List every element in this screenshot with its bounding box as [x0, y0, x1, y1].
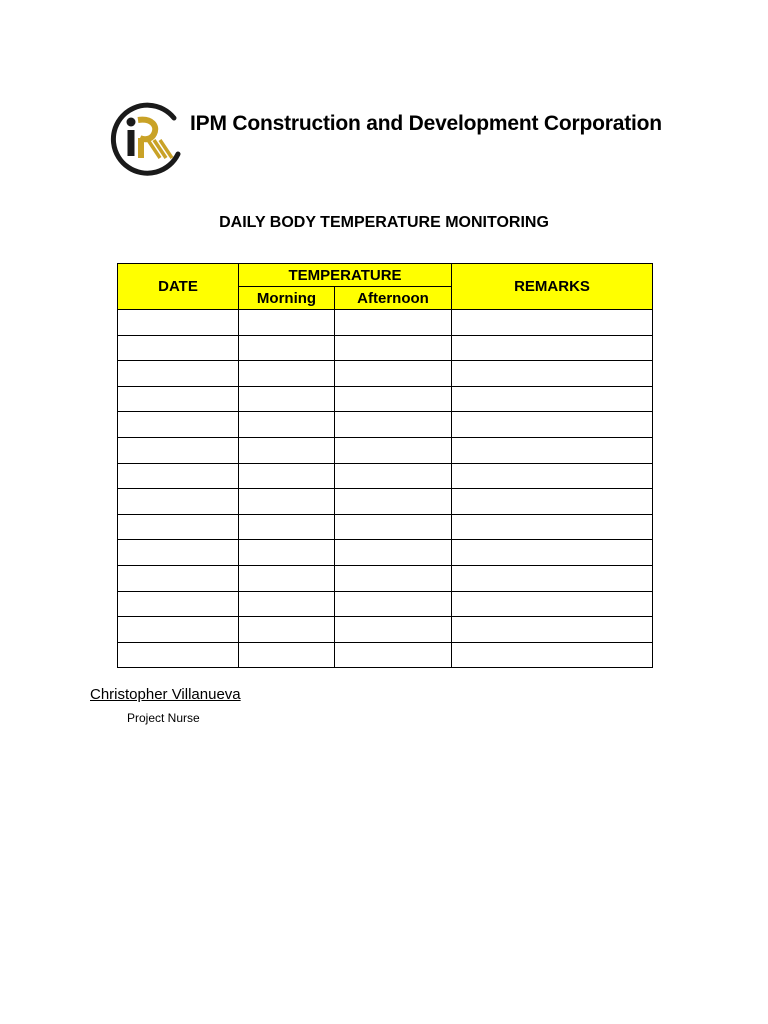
cell-afternoon[interactable]: [335, 540, 452, 566]
cell-afternoon[interactable]: [335, 489, 452, 515]
table-row: [118, 335, 653, 361]
table-row: [118, 617, 653, 643]
table-row: [118, 565, 653, 591]
cell-morning[interactable]: [239, 642, 335, 668]
cell-remarks[interactable]: [452, 361, 653, 387]
cell-afternoon[interactable]: [335, 335, 452, 361]
cell-remarks[interactable]: [452, 386, 653, 412]
cell-remarks[interactable]: [452, 437, 653, 463]
letterhead: [108, 98, 708, 178]
cell-date[interactable]: [118, 412, 239, 438]
document-title: DAILY BODY TEMPERATURE MONITORING: [219, 214, 549, 231]
cell-afternoon[interactable]: [335, 437, 452, 463]
column-header-date: DATE: [118, 264, 239, 310]
cell-remarks[interactable]: [452, 617, 653, 643]
table-row: [118, 540, 653, 566]
cell-remarks[interactable]: [452, 489, 653, 515]
table-row: [118, 514, 653, 540]
cell-date[interactable]: [118, 489, 239, 515]
cell-date[interactable]: [118, 565, 239, 591]
table-row: [118, 361, 653, 387]
signatory-role: Project Nurse: [127, 711, 200, 725]
cell-date[interactable]: [118, 361, 239, 387]
temperature-log-table: [117, 263, 653, 668]
cell-remarks[interactable]: [452, 514, 653, 540]
cell-morning[interactable]: [239, 591, 335, 617]
cell-afternoon[interactable]: [335, 514, 452, 540]
cell-date[interactable]: [118, 437, 239, 463]
cell-remarks[interactable]: [452, 591, 653, 617]
cell-remarks[interactable]: [452, 540, 653, 566]
cell-date[interactable]: [118, 310, 239, 336]
table-row: [118, 310, 653, 336]
cell-morning[interactable]: [239, 437, 335, 463]
cell-afternoon[interactable]: [335, 617, 452, 643]
signatory-name: Christopher Villanueva: [90, 686, 241, 703]
cell-remarks[interactable]: [452, 565, 653, 591]
cell-date[interactable]: [118, 591, 239, 617]
ipm-logo-icon: [108, 98, 188, 178]
cell-afternoon[interactable]: [335, 386, 452, 412]
cell-afternoon[interactable]: [335, 361, 452, 387]
cell-afternoon[interactable]: [335, 412, 452, 438]
cell-remarks[interactable]: [452, 310, 653, 336]
cell-morning[interactable]: [239, 310, 335, 336]
cell-date[interactable]: [118, 335, 239, 361]
cell-date[interactable]: [118, 386, 239, 412]
cell-date[interactable]: [118, 540, 239, 566]
table-row: [118, 386, 653, 412]
cell-afternoon[interactable]: [335, 591, 452, 617]
cell-morning[interactable]: [239, 361, 335, 387]
cell-date[interactable]: [118, 514, 239, 540]
cell-date[interactable]: [118, 642, 239, 668]
company-name: IPM Construction and Development Corporation: [190, 112, 662, 135]
cell-morning[interactable]: [239, 565, 335, 591]
cell-afternoon[interactable]: [335, 310, 452, 336]
cell-date[interactable]: [118, 463, 239, 489]
cell-morning[interactable]: [239, 335, 335, 361]
cell-afternoon[interactable]: [335, 565, 452, 591]
cell-morning[interactable]: [239, 540, 335, 566]
table-row: [118, 642, 653, 668]
column-header-remarks: REMARKS: [452, 264, 653, 310]
cell-morning[interactable]: [239, 617, 335, 643]
cell-morning[interactable]: [239, 412, 335, 438]
column-header-temperature: TEMPERATURE: [239, 264, 452, 287]
cell-remarks[interactable]: [452, 463, 653, 489]
cell-morning[interactable]: [239, 514, 335, 540]
table-row: [118, 412, 653, 438]
cell-remarks[interactable]: [452, 642, 653, 668]
table-row: [118, 463, 653, 489]
cell-remarks[interactable]: [452, 335, 653, 361]
cell-morning[interactable]: [239, 386, 335, 412]
cell-morning[interactable]: [239, 489, 335, 515]
table-row: [118, 591, 653, 617]
cell-afternoon[interactable]: [335, 463, 452, 489]
column-header-afternoon: Afternoon: [335, 287, 452, 310]
cell-date[interactable]: [118, 617, 239, 643]
table-row: [118, 489, 653, 515]
cell-remarks[interactable]: [452, 412, 653, 438]
table-row: [118, 437, 653, 463]
cell-morning[interactable]: [239, 463, 335, 489]
column-header-morning: Morning: [239, 287, 335, 310]
cell-afternoon[interactable]: [335, 642, 452, 668]
